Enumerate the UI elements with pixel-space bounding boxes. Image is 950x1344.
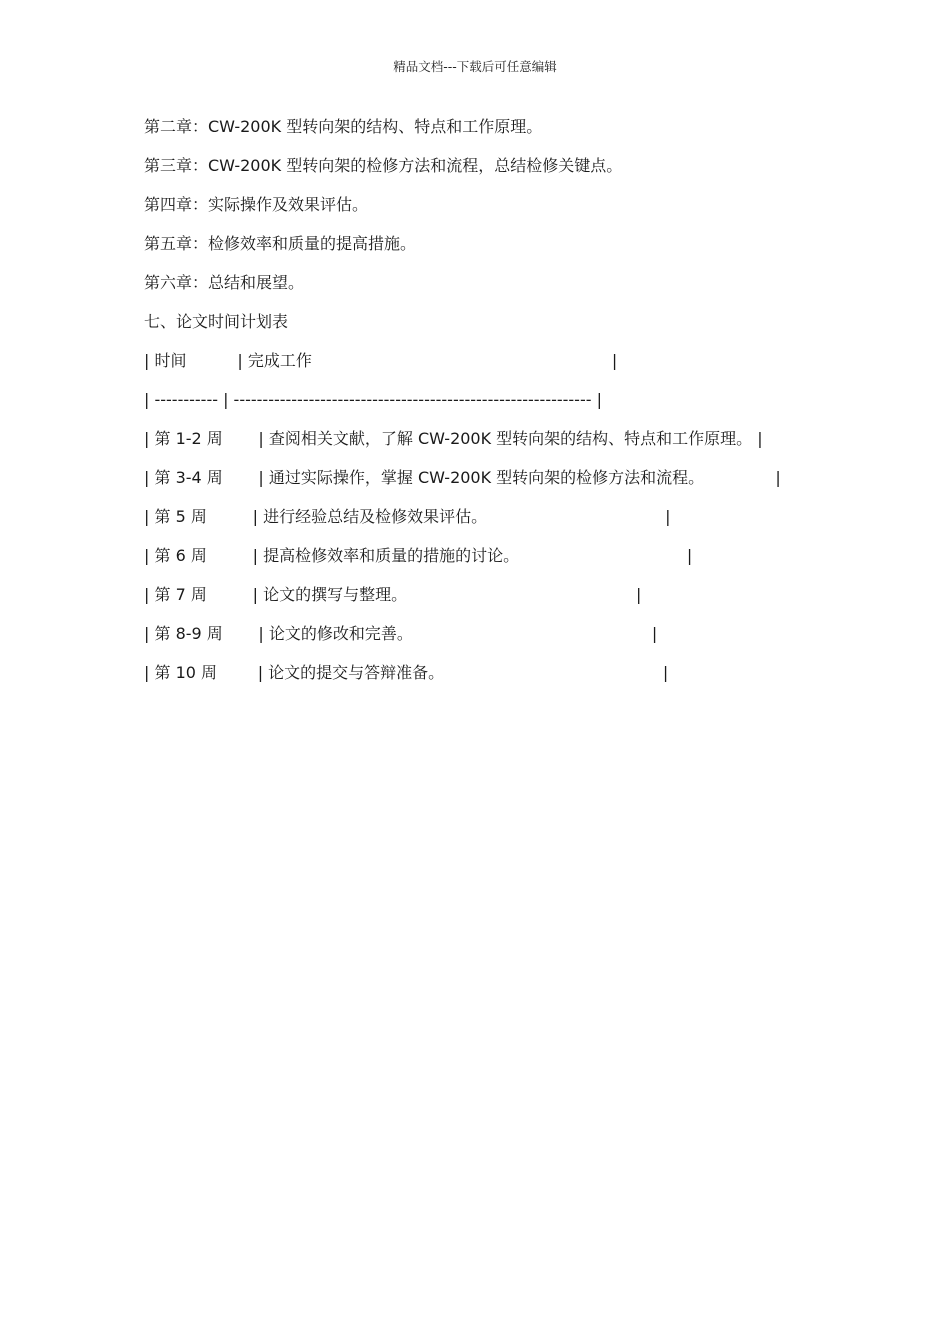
- chapter-line: 第五章：检修效率和质量的提高措施。: [144, 234, 417, 253]
- table-header-row: | 时间 | 完成工作 |: [144, 351, 618, 370]
- chapter-line: 第二章：CW-200K 型转向架的结构、特点和工作原理。: [144, 117, 543, 136]
- table-row: | 第 6 周 | 提高检修效率和质量的措施的讨论。 |: [144, 546, 693, 565]
- page-header: 精品文档---下载后可任意编辑: [393, 59, 557, 74]
- table-row: | 第 8-9 周 | 论文的修改和完善。 |: [144, 624, 658, 643]
- table-row: | 第 7 周 | 论文的撰写与整理。 |: [144, 585, 642, 604]
- table-row: | 第 10 周 | 论文的提交与答辩准备。 |: [144, 663, 669, 682]
- table-separator-row: | ----------- | -------------------------------------------------------------- |: [144, 390, 602, 409]
- chapter-line: 第四章：实际操作及效果评估。: [144, 195, 369, 214]
- chapter-line: 第六章：总结和展望。: [144, 273, 305, 292]
- document-body: [144, 116, 824, 701]
- table-row: | 第 3-4 周 | 通过实际操作，掌握 CW-200K 型转向架的检修方法和流程。 |: [144, 468, 781, 487]
- section-title: 七、论文时间计划表: [144, 312, 289, 331]
- table-row: | 第 1-2 周 | 查阅相关文献，了解 CW-200K 型转向架的结构、特点和工作原理。 |: [144, 429, 763, 448]
- chapter-line: 第三章：CW-200K 型转向架的检修方法和流程，总结检修关键点。: [144, 156, 623, 175]
- table-row: | 第 5 周 | 进行经验总结及检修效果评估。 |: [144, 507, 671, 526]
